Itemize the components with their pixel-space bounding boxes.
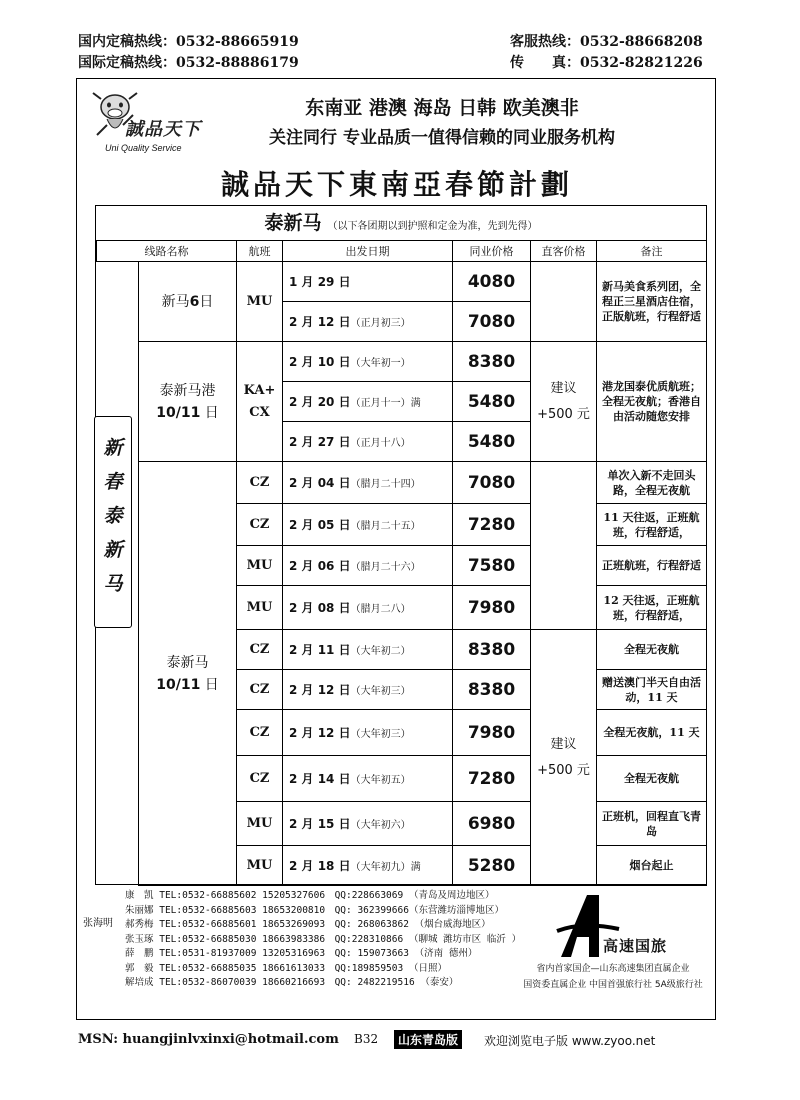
contact-row: 朱丽娜 TEL:0532-66885603 18653200810 QQ: 362399666（东营潍坊淄博地区） xyxy=(125,904,504,916)
side-char: 新 xyxy=(103,437,123,459)
date-cell: 2 月 04 日（腊月二十四） xyxy=(283,462,453,504)
table-row xyxy=(97,462,707,504)
remark-cell: 全程无夜航，11 天 xyxy=(597,710,707,756)
domestic-hotline: 国内定稿热线：0532-88665919 xyxy=(78,34,299,50)
flight-cell: MU xyxy=(237,802,283,846)
itinerary-table xyxy=(96,240,707,886)
date-cell: 2 月 12 日（正月初三） xyxy=(283,302,453,342)
side-char: 泰 xyxy=(103,505,123,527)
flight-cell: CZ xyxy=(237,710,283,756)
price-cell: 7580 xyxy=(453,546,531,586)
direct-price-cell xyxy=(531,462,597,630)
flight-cell: MU xyxy=(237,546,283,586)
flight-cell: MU xyxy=(237,586,283,630)
remark-cell: 赠送澳门半天自由活动，11 天 xyxy=(597,670,707,710)
route-name-cell: 新马6日 xyxy=(139,262,237,342)
flight-cell: KA+ CX xyxy=(237,342,283,462)
date-cell: 1 月 29 日 xyxy=(283,262,453,302)
date-cell: 2 月 05 日（腊月二十五） xyxy=(283,504,453,546)
col-flight: 航班 xyxy=(237,241,283,262)
date-cell: 2 月 20 日（正月十一）满 xyxy=(283,382,453,422)
service-hotline: 客服热线：0532-88668208 xyxy=(510,34,703,50)
price-cell: 7080 xyxy=(453,302,531,342)
price-cell: 7980 xyxy=(453,586,531,630)
brand-subtitle-2: 国资委直属企业 中国首强旅行社 5A级旅行社 xyxy=(523,980,703,990)
remark-cell: 港龙国泰优质航班；全程无夜航；香港自由活动随您安排 xyxy=(597,342,707,462)
flight-cell: CZ xyxy=(237,670,283,710)
itinerary-panel xyxy=(95,205,707,885)
brand-name: 高速国旅 xyxy=(603,937,668,955)
direct-price-cell: 建议 +500 元 xyxy=(531,630,597,886)
date-cell: 2 月 10 日（大年初一） xyxy=(283,342,453,382)
msn-contact: MSN: huangjinlvxinxi@hotmail.com xyxy=(78,1032,339,1047)
date-cell: 2 月 12 日（大年初三） xyxy=(283,710,453,756)
advert-frame xyxy=(76,78,716,1020)
contact-row: 张玉琢 TEL:0532-66885030 18663983386 QQ:228310866 （聊城 潍坊市区 临沂 ） xyxy=(125,933,522,945)
date-cell: 2 月 27 日（正月十八） xyxy=(283,422,453,462)
flight-cell: CZ xyxy=(237,504,283,546)
price-cell: 7980 xyxy=(453,710,531,756)
route-note: （以下各团期以到护照和定金为准，先到先得） xyxy=(327,221,538,232)
flight-cell: MU xyxy=(237,846,283,886)
price-cell: 5280 xyxy=(453,846,531,886)
contact-row: 康 凯 TEL:0532-66885602 15205327606 QQ:228663069 （青岛及周边地区） xyxy=(125,890,495,901)
hotlines-left xyxy=(78,32,299,74)
price-cell: 7080 xyxy=(453,462,531,504)
side-scroll-label xyxy=(94,416,132,628)
hotlines-right xyxy=(510,32,703,74)
date-cell: 2 月 06 日（腊月二十六） xyxy=(283,546,453,586)
remark-cell: 正班航班，行程舒适 xyxy=(597,546,707,586)
route-banner xyxy=(96,206,706,241)
date-cell: 2 月 18 日（大年初九）满 xyxy=(283,846,453,886)
website-link[interactable]: 欢迎浏览电子版 www.zyoo.net xyxy=(484,1034,656,1048)
price-cell: 6980 xyxy=(453,802,531,846)
price-cell: 8380 xyxy=(453,342,531,382)
route-title: 泰新马 xyxy=(264,212,322,234)
contact-row: 郝秀梅 TEL:0532-66885601 18653269093 QQ: 268063862 （烟台威海地区） xyxy=(125,919,491,930)
table-row xyxy=(97,342,707,382)
col-direct: 直客价格 xyxy=(531,241,597,262)
col-remark: 备注 xyxy=(597,241,707,262)
remark-cell: 新马美食系列团，全程正三星酒店住宿，正版航班，行程舒适 xyxy=(597,262,707,342)
remark-cell: 全程无夜航 xyxy=(597,630,707,670)
col-price: 同业价格 xyxy=(453,241,531,262)
date-cell: 2 月 15 日（大年初六） xyxy=(283,802,453,846)
flight-cell: MU xyxy=(237,262,283,342)
slogan-headline: 关注同行 专业品质一值得信赖的同业服务机构 xyxy=(269,128,615,148)
remark-cell: 正班机，回程直飞青岛 xyxy=(597,802,707,846)
price-cell: 7280 xyxy=(453,756,531,802)
col-date: 出发日期 xyxy=(283,241,453,262)
flight-cell: CZ xyxy=(237,630,283,670)
date-cell: 2 月 11 日（大年初二） xyxy=(283,630,453,670)
price-cell: 4080 xyxy=(453,262,531,302)
edition-badge: 山东青岛版 xyxy=(394,1030,462,1049)
flight-cell: CZ xyxy=(237,462,283,504)
table-row xyxy=(97,262,707,302)
price-cell: 8380 xyxy=(453,630,531,670)
price-cell: 5480 xyxy=(453,422,531,462)
international-hotline: 国际定稿热线：0532-88886179 xyxy=(78,55,299,71)
remark-cell: 11 天往返，正班航班，行程舒适， xyxy=(597,504,707,546)
remark-cell: 12 天往返，正班航班，行程舒适， xyxy=(597,586,707,630)
page-number: B32 xyxy=(354,1032,379,1046)
fax-line: 传 真：0532-82821226 xyxy=(510,55,703,71)
price-cell: 5480 xyxy=(453,382,531,422)
table-header-row xyxy=(97,241,707,262)
logo-name: 誠品天下 xyxy=(125,119,201,140)
date-cell: 2 月 08 日（腊月二八） xyxy=(283,586,453,630)
date-cell: 2 月 12 日（大年初三） xyxy=(283,670,453,710)
contact-row: 薛 鹏 TEL:0531-81937009 13205316963 QQ: 159073663 （济南 德州） xyxy=(125,948,478,959)
page-title: 誠品天下東南亞春節計劃 xyxy=(220,168,573,201)
brand-block xyxy=(513,889,713,1019)
remark-cell: 烟台起止 xyxy=(597,846,707,886)
remark-cell: 单次入新不走回头路，全程无夜航 xyxy=(597,462,707,504)
route-name-cell: 泰新马港 10/11 日 xyxy=(139,342,237,462)
remark-cell: 全程无夜航 xyxy=(597,756,707,802)
side-char: 新 xyxy=(103,539,123,561)
col-route: 线路名称 xyxy=(97,241,237,262)
flight-cell: CZ xyxy=(237,756,283,802)
brand-subtitle-1: 省内首家国企—山东高速集团直属企业 xyxy=(536,964,690,974)
side-char: 马 xyxy=(103,573,123,595)
price-cell: 7280 xyxy=(453,504,531,546)
side-char: 春 xyxy=(103,471,123,493)
contact-group-name: 张海明 xyxy=(83,918,113,929)
direct-price-cell: 建议 +500 元 xyxy=(531,342,597,462)
date-cell: 2 月 14 日（大年初五） xyxy=(283,756,453,802)
price-cell: 8380 xyxy=(453,670,531,710)
contact-row: 郭 毅 TEL:0532-66885035 18661613033 QQ:189859503 （日照） xyxy=(125,962,447,974)
logo-subtitle: Uni Quality Service xyxy=(105,143,182,153)
contact-row: 解培成 TEL:0532-86070039 18660216693 QQ: 2482219516 （泰安） xyxy=(125,977,459,988)
direct-price-cell xyxy=(531,262,597,342)
route-name-cell: 泰新马 10/11 日 xyxy=(139,462,237,886)
destinations-headline: 东南亚 港澳 海岛 日韩 欧美澳非 xyxy=(305,97,579,119)
